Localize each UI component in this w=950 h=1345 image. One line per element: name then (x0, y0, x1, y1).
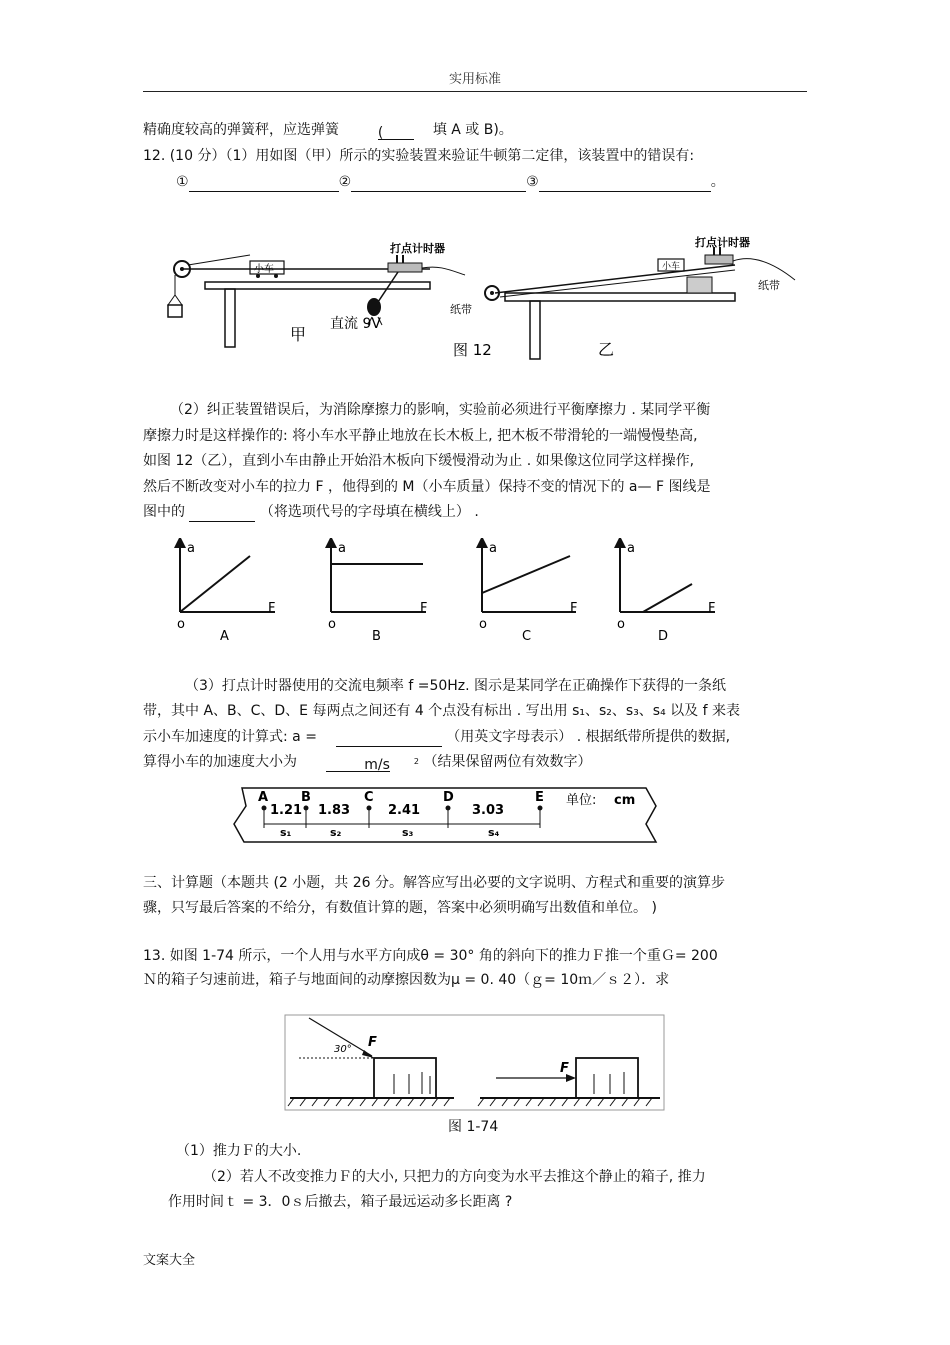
graph-b-x-axis: F (420, 601, 428, 616)
blank-mark-2: ② (338, 174, 352, 190)
figure-12-caption: 图 12 (453, 341, 492, 359)
segment-s2: s₂ (330, 826, 342, 839)
q13-sub2-line2: 作用时间ｔ = 3．0ｓ后撤去，箱子最远运动多长距离 ? (168, 1194, 513, 1210)
part2-last-before: 图中的 (143, 504, 185, 520)
q12-part2-line3: 如图 12（乙），直到小车由静止开始沿木板向下缓慢滑动为止 . 如果像这位同学这样操作, (143, 453, 695, 469)
angle-label: 30° (334, 1044, 352, 1055)
graph-c-y-axis: a (489, 541, 497, 556)
tape-label-jia: 纸带 (450, 303, 472, 316)
graph-a-origin: o (177, 617, 185, 632)
segment-s1: s₁ (280, 826, 292, 839)
tape-distance-bc: 1.83 (318, 803, 351, 818)
tape-point-b: B (301, 790, 311, 805)
apparatus-yi (485, 235, 795, 359)
tape-unit-label: 单位: (566, 793, 597, 808)
q12-error-blanks (176, 172, 725, 192)
part3-formula-label: 示小车加速度的计算式: a = (143, 729, 317, 745)
graph-b-origin: o (328, 617, 336, 632)
end-mark: 。 (710, 174, 725, 190)
section3-line2: 骤，只写最后答案的不给分，有数值计算的题，答案中必须明确写出数值和单位。 ) (143, 900, 657, 916)
timer-label-yi: 打点计时器 (695, 236, 750, 249)
q11-tail-line (143, 120, 513, 140)
segment-s3: s₃ (402, 826, 414, 839)
blank-mark-3: ③ (526, 174, 539, 190)
graph-d-option: D (658, 629, 669, 644)
tape-point-e: E (535, 790, 544, 805)
apparatus-jia (168, 241, 472, 347)
yi-label: 乙 (598, 340, 615, 359)
q12-part3-line2: 带，其中 A、B、C、D、E 每两点之间还有 4 个点没有标出 . 写出用 s₁、s₂、s₃、s₄ 以及 f 来表 (143, 703, 740, 719)
force-label-left: F (368, 1035, 377, 1050)
accel-unit: m/s (364, 757, 390, 773)
graph-option-c[interactable] (479, 541, 577, 644)
q12-intro: 12. (10 分）（1）用如图（甲）所示的实验装置来验证牛顿第二定律，该装置中的错误有: (143, 148, 695, 164)
tape-distance-de: 3.03 (472, 803, 505, 818)
q12-part2-line2: 摩擦力时是这样操作的: 将小车水平静止地放在长木板上, 把木板不带滑轮的一端慢慢垫高, (143, 428, 698, 444)
part3-formula-after: （用英文字母表示） . 根据纸带所提供的数据, (446, 729, 731, 745)
q12-part2-line4: 然后不断改变对小车的拉力 F ，他得到的 M（小车质量）保持不变的情况下的 a— F 图线是 (143, 479, 711, 495)
part3-accel-label: 算得小车的加速度大小为 (143, 754, 297, 770)
q13-line2: Ｎ的箱子匀速前进，箱子与地面间的动摩擦因数为μ = 0. 40（ｇ= 10ｍ／ｓ２）．求 (143, 972, 670, 988)
force-label-right: F (560, 1061, 569, 1076)
part2-last-after: （将选项代号的字母填在横线上） . (259, 504, 479, 520)
part3-accel-after: （结果保留两位有效数字） (423, 754, 592, 770)
tape-point-d: D (443, 790, 454, 805)
graph-b-y-axis: a (338, 541, 346, 556)
q13-sub1: （1）推力Ｆ的大小. (176, 1143, 302, 1159)
cart-label-yi: 小车 (662, 262, 681, 272)
figure-1-74 (284, 1014, 666, 1112)
graph-d-y-axis: a (627, 541, 635, 556)
q12-part2-line1: （2）纠正装置错误后，为消除摩擦力的影响，实验前必须进行平衡摩擦力 . 某同学平衡 (170, 402, 711, 418)
error-blank-2[interactable] (351, 175, 526, 192)
graph-a-x-axis: F (268, 601, 276, 616)
q13-sub2-line1: （2）若人不改变推力Ｆ的大小, 只把力的方向变为水平去推这个静止的箱子, 推力 (203, 1169, 706, 1185)
q13-line1: 13. 如图 1-74 所示，一个人用与水平方向成θ = 30° 角的斜向下的推力Ｆ推一个重Ｇ= 200 (143, 948, 718, 964)
graph-option-b[interactable] (328, 541, 427, 644)
tape-distance-cd: 2.41 (388, 803, 421, 818)
cart-label-jia: 小车 (254, 264, 274, 275)
af-graphs (170, 538, 740, 648)
power-label: 直流 9V (330, 316, 381, 332)
graph-option-d[interactable] (617, 541, 715, 644)
graph-a-y-axis: a (187, 541, 195, 556)
graph-choice-blank[interactable] (189, 505, 255, 522)
accel-unit-sup: 2 (413, 757, 419, 766)
graph-d-origin: o (617, 617, 625, 632)
header-rule (143, 91, 807, 92)
graph-c-origin: o (479, 617, 487, 632)
q12-part3-line4 (143, 752, 591, 772)
q12-part3-line1: （3）打点计时器使用的交流电频率 f =50Hz. 图示是某同学在正确操作下获得的一条纸 (185, 678, 727, 694)
tape-label-yi: 纸带 (758, 279, 780, 292)
graph-option-a[interactable] (177, 541, 275, 644)
q11-answer-blank[interactable]: ( (378, 123, 414, 140)
jia-label: 甲 (290, 325, 307, 344)
timer-label-jia: 打点计时器 (390, 242, 445, 255)
segment-s4: s₄ (488, 826, 500, 839)
graph-b-option: B (372, 629, 381, 644)
tape-point-a: A (258, 790, 269, 805)
q11-text-after: 填 A 或 B)。 (432, 122, 513, 138)
section3-line1: 三、计算题（本题共 (2 小题，共 26 分。解答应写出必要的文字说明、方程式和重要的演算步 (143, 875, 725, 891)
acceleration-formula-blank[interactable] (336, 730, 442, 747)
q11-text-before: 精确度较高的弹簧秤，应选弹簧 (143, 122, 339, 138)
q12-part3-line3 (143, 727, 730, 747)
tape-point-c: C (364, 790, 374, 805)
tape-unit: cm (614, 793, 636, 808)
figure-12 (150, 225, 810, 370)
graph-c-x-axis: F (570, 601, 578, 616)
acceleration-value-blank[interactable] (326, 755, 390, 772)
blank-mark-1: ① (176, 174, 189, 190)
page-footer: 文案大全 (143, 1253, 196, 1268)
error-blank-1[interactable] (189, 175, 339, 192)
graph-c-option: C (522, 629, 532, 644)
q12-part2-line5 (143, 502, 479, 522)
paper-tape (232, 786, 660, 844)
graph-a-option: A (220, 629, 229, 644)
tape-distance-ab: 1.21 (270, 803, 303, 818)
page-header: 实用标准 (448, 72, 501, 87)
error-blank-3[interactable] (539, 175, 711, 192)
figure-1-74-caption: 图 1-74 (448, 1119, 499, 1135)
graph-d-x-axis: F (708, 601, 716, 616)
